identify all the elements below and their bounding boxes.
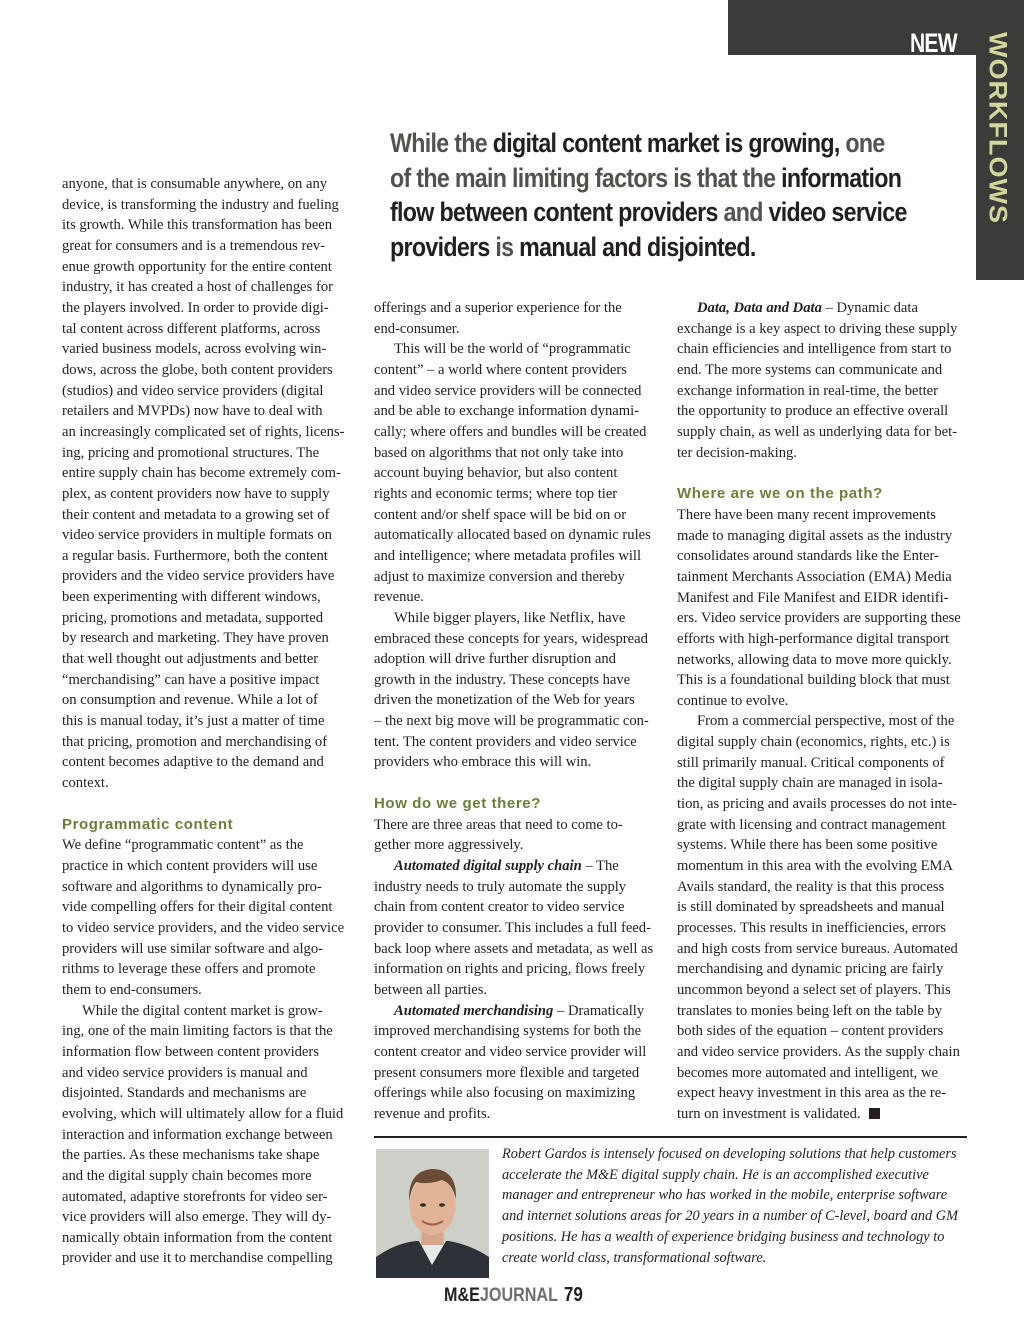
text-line: the players involved. In order to provide digi- [62, 299, 329, 316]
section-heading: How do we get there? [374, 795, 542, 813]
text-line: processes. This results in inefficiencies, errors [677, 920, 946, 937]
text-line: and internet solutions areas for 20 years in a number of C-level, board and GM [502, 1208, 959, 1225]
pull-quote-line [390, 195, 907, 230]
text-line: This will be the world of “programmatic [394, 341, 631, 358]
article-column-2 [374, 298, 664, 1125]
text-line: an increasingly complicated set of rights, licens- [62, 423, 345, 440]
text-line: translates to monies being left on the table by [677, 1002, 943, 1019]
paragraph [62, 1001, 352, 1270]
text-line: practice in which content providers will use [62, 858, 318, 874]
text-line: and video service providers. As the supply chain [677, 1043, 960, 1060]
text-line: exchange is a key aspect to driving these supply [677, 320, 958, 337]
text-line: consolidates around standards like the Enter- [677, 548, 939, 565]
text-line: account buying behavior, but also content [374, 465, 618, 482]
text-line: their content and metadata to a growing set of [62, 506, 330, 523]
text-run: – Dynamic data [821, 300, 918, 316]
text-line: present consumers more flexible and targeted [374, 1064, 640, 1081]
pq-text: and [723, 197, 769, 227]
text-line: enue growth opportunity for the entire content [62, 258, 332, 275]
text-line: adoption will drive further disruption and [374, 651, 616, 668]
text-line: providers will use similar software and algo- [62, 940, 323, 957]
author-bio [502, 1144, 972, 1268]
author-photo [376, 1149, 489, 1278]
text-line: continue to evolve. [677, 692, 789, 709]
text-line: efforts with high-performance digital transport [677, 630, 950, 647]
section-label-workflows: WORKFLOWS [984, 32, 1012, 224]
line-group [374, 1021, 664, 1124]
text-line: ing, one of the main limiting factors is that the [62, 1023, 333, 1040]
text-line: networks, allowing data to move more quickly. [677, 651, 952, 668]
paragraph [677, 711, 967, 1124]
text-line: end. The more systems can communicate and [677, 361, 943, 378]
article-column-1 [62, 174, 352, 1269]
pq-text: providers [390, 231, 496, 262]
text-line: ing, pricing and promotional structures. The [62, 444, 320, 461]
pq-text: video service [768, 197, 907, 227]
text-line: between all parties. [374, 982, 488, 998]
text-line: revenue. [374, 589, 424, 606]
text-line: based on algorithms that not only take into [374, 444, 624, 461]
text-line: growth in the industry. These concepts have [374, 671, 631, 688]
text-line: varied business models, across evolving win- [62, 341, 327, 358]
text-line: driven the monetization of the Web for years [374, 692, 635, 709]
text-line: made to managing digital assets as the industry [677, 527, 953, 544]
paragraph [62, 174, 352, 794]
pq-text: one [845, 128, 885, 158]
text-line: and video service providers is manual and [62, 1064, 308, 1081]
section-label-new: NEW [910, 28, 957, 58]
text-line: Avails standard, the reality is that this process [677, 878, 945, 895]
text-line: great for consumers and is a tremendous rev- [62, 237, 326, 254]
text-line: “merchandising” can have a positive impact [62, 671, 320, 688]
pq-text: flow between content providers [390, 197, 724, 227]
page-footer [444, 1284, 583, 1307]
text-line: been experimenting with different windows, [62, 589, 321, 606]
text-line: grate with licensing and contract management [677, 816, 946, 833]
text-line: supply chain, as well as underlying data for bet- [677, 423, 958, 440]
text-line: plex, as content providers now have to supply [62, 485, 330, 502]
run-in-label: Automated digital supply chain [394, 858, 582, 875]
pull-quote-line [390, 161, 902, 196]
text-line: them to end-consumers. [62, 981, 202, 998]
text-line: expect heavy investment in this area as the re- [677, 1085, 947, 1102]
paragraph [374, 856, 664, 1001]
pq-text: of the main limiting factors is that the [390, 162, 782, 193]
text-line: Manifest and File Manifest and EIDR identifi- [677, 589, 949, 606]
text-line: industry needs to truly automate the supply [374, 878, 627, 895]
text-line: and the digital supply chain becomes more [62, 1167, 312, 1184]
text-line: the digital supply chain are managed in isola- [677, 775, 943, 792]
text-line: back loop where assets and metadata, as well as [374, 940, 654, 957]
text-line: content and/or shelf space will be bid on or [374, 506, 627, 523]
text-line: the opportunity to produce an effective overall [677, 403, 949, 420]
text-line [374, 856, 664, 877]
run-in-label: Automated merchandising [394, 1002, 554, 1019]
line-group [374, 877, 664, 1001]
text-line: turn on investment is validated. [677, 1104, 967, 1125]
text-line: From a commercial perspective, most of the [697, 713, 955, 730]
text-line: offerings while also focusing on maximizing [374, 1085, 636, 1102]
text-line: automatically allocated based on dynamic rules [374, 527, 651, 544]
text-line: cally; where offers and bundles will be created [374, 423, 647, 440]
text-line: automated, adaptive storefronts for video ser- [62, 1188, 328, 1205]
text-line: There have been many recent improvements [677, 506, 936, 523]
text-line: – the next big move will be programmatic con- [374, 713, 649, 730]
text-line: gether more aggressively. [374, 837, 524, 854]
text-line: content becomes adaptive to the demand and [62, 754, 324, 771]
text-line: vide compelling offers for their digital content [62, 899, 333, 916]
end-mark [869, 1108, 880, 1119]
line-group [677, 319, 967, 464]
text-line: adjust to maximize conversion and thereby [374, 568, 625, 585]
section-heading: Programmatic content [62, 815, 234, 833]
journal-name: JOURNAL [479, 1285, 558, 1306]
text-line: end-consumer. [374, 320, 460, 337]
text-line: device, is transforming the industry and fueling [62, 196, 339, 213]
text-line: ers. Video service providers are supporting these [677, 610, 961, 627]
text-line: content creator and video service provider will [374, 1043, 647, 1060]
text-line: anyone, that is consumable anywhere, on any [62, 176, 328, 192]
text-line: chain efficiencies and intelligence from start to [677, 341, 952, 358]
text-line: tal content across different platforms, across [62, 320, 321, 337]
text-line: chain from content creator to video service [374, 899, 625, 916]
paragraph [374, 339, 664, 608]
text-line: providers who embrace this will win. [374, 754, 592, 771]
section-heading: Where are we on the path? [677, 485, 883, 503]
text-line [677, 298, 967, 319]
text-line: information flow between content providers [62, 1043, 319, 1060]
text-line: uncommon beyond a select set of players. This [677, 982, 951, 998]
text-line: Robert Gardos is intensely focused on developing solutions that help customers [502, 1146, 957, 1162]
page-number: 79 [563, 1284, 583, 1306]
text-line: (studios) and video service providers (digital [62, 382, 324, 399]
pull-quote-line [390, 230, 889, 265]
paragraph [374, 815, 664, 856]
text-line: systems. While there has been some positive [677, 837, 938, 854]
text-line: namically obtain information from the content [62, 1229, 333, 1246]
text-line: by research and marketing. They have proven [62, 630, 329, 647]
text-line: While bigger players, like Netflix, have [394, 609, 626, 626]
text-line: revenue and profits. [374, 1105, 491, 1122]
text-line: merchandising and dynamic pricing are fairly [677, 961, 944, 978]
text-line: pricing, promotions and metadata, supported [62, 609, 324, 626]
text-line: and video service providers will be connected [374, 382, 642, 399]
text-line: that pricing, promotion and merchandising of [62, 733, 328, 750]
paragraph [677, 505, 967, 712]
text-line: vice providers will also emerge. They will dy- [62, 1209, 332, 1226]
pq-text: is [495, 231, 520, 262]
paragraph [374, 608, 664, 773]
text-line: momentum in this area with the evolving EMA [677, 858, 954, 875]
pull-quote [390, 126, 970, 264]
text-line: manager and entrepreneur who has worked in the mobile, enterprise software [502, 1187, 948, 1204]
text-line: tion, as pricing and avails processes do not inte- [677, 796, 958, 813]
paragraph [374, 298, 664, 339]
text-line: and be able to exchange information dynami- [374, 403, 640, 420]
text-line: This is a foundational building block that must [677, 672, 950, 689]
text-line: to video service providers, and the video service [62, 919, 345, 936]
author-rule [374, 1136, 967, 1138]
text-line: still primarily manual. Critical components of [677, 754, 945, 771]
text-line: We define “programmatic content” as the [62, 837, 304, 854]
text-line: There are three areas that need to come to- [374, 816, 623, 833]
paragraph [62, 835, 352, 1000]
text-line: provider to consumer. This includes a full feed- [374, 920, 651, 937]
section-tab [728, 0, 1024, 58]
text-line: and high costs from service bureaus. Automated [677, 940, 958, 957]
text-line: embraced these concepts for years, widespread [374, 630, 648, 647]
text-line: accelerate the M&E digital supply chain. He is an accomplished executive [502, 1166, 929, 1183]
text-line: exchange information in real-time, the better [677, 382, 938, 399]
text-line: ter decision-making. [677, 444, 797, 461]
text-line: becomes more automated and intelligent, we [677, 1064, 938, 1081]
paragraph [374, 1001, 664, 1125]
text-line: both sides of the equation – content providers [677, 1023, 944, 1040]
text-line: that well thought out adjustments and better [62, 651, 319, 668]
text-line: content” – a world where content providers [374, 361, 627, 378]
journal-brand: M&E [444, 1285, 480, 1306]
text-line [374, 1001, 664, 1022]
text-line: dows, across the globe, both content providers [62, 361, 333, 378]
text-line: digital supply chain (economics, rights, etc.) is [677, 734, 950, 751]
text-line: entire supply chain has become extremely com- [62, 465, 341, 482]
text-line: this is manual today, it’s just a matter of time [62, 713, 325, 730]
paragraph [677, 298, 967, 463]
text-line: industry, it has created a host of challenges for [62, 279, 333, 296]
text-line: provider and use it to merchandise compelling [62, 1250, 333, 1267]
text-line: context. [62, 775, 109, 792]
text-run: – The [581, 858, 619, 875]
text-line: information on rights and pricing, flows freely [374, 961, 646, 978]
text-line: providers and the video service providers have [62, 568, 335, 585]
pq-text: digital content market is growing, [492, 128, 846, 158]
text-line: evolving, which will ultimately allow for a fluid [62, 1105, 344, 1122]
text-line: tainment Merchants Association (EMA) Media [677, 568, 952, 585]
pq-text: information [781, 162, 902, 193]
text-line: its growth. While this transformation has been [62, 217, 333, 234]
text-line: positions. He has a wealth of experience bridging business and technology to [502, 1228, 945, 1245]
text-line: and intelligence; where metadata profiles will [374, 547, 642, 564]
text-run: – Dramatically [553, 1002, 645, 1019]
text-line: rithms to leverage these offers and promote [62, 961, 316, 978]
text-line: is still dominated by spreadsheets and manual [677, 899, 945, 916]
text-line: the parties. As these mechanisms take shape [62, 1147, 320, 1164]
author-portrait-image [376, 1149, 489, 1278]
text-line: software and algorithms to dynamically pro- [62, 878, 322, 895]
text-line: a regular basis. Furthermore, both the content [62, 547, 328, 564]
text-line: retailers and MVPDs) now have to deal with [62, 403, 323, 420]
pq-text: manual and disjointed. [519, 231, 756, 262]
text-line: rights and economic terms; where top tier [374, 485, 618, 502]
text-line: on consumption and revenue. While a lot of [62, 692, 318, 709]
text-line: interaction and information exchange between [62, 1126, 333, 1143]
pq-text: While the [390, 128, 493, 158]
article-column-3 [677, 298, 967, 1125]
text-line: create world class, transformational software. [502, 1249, 767, 1266]
text-line: disjointed. Standards and mechanisms are [62, 1085, 307, 1102]
text-line: offerings and a superior experience for the [374, 300, 622, 316]
pull-quote-line [390, 126, 889, 161]
text-line: video service providers in multiple formats on [62, 527, 332, 544]
text-line: While the digital content market is grow- [82, 1002, 323, 1019]
text-line: tent. The content providers and video service [374, 733, 637, 750]
text-line: improved merchandising systems for both the [374, 1023, 642, 1040]
run-in-label: Data, Data and Data [697, 300, 822, 316]
